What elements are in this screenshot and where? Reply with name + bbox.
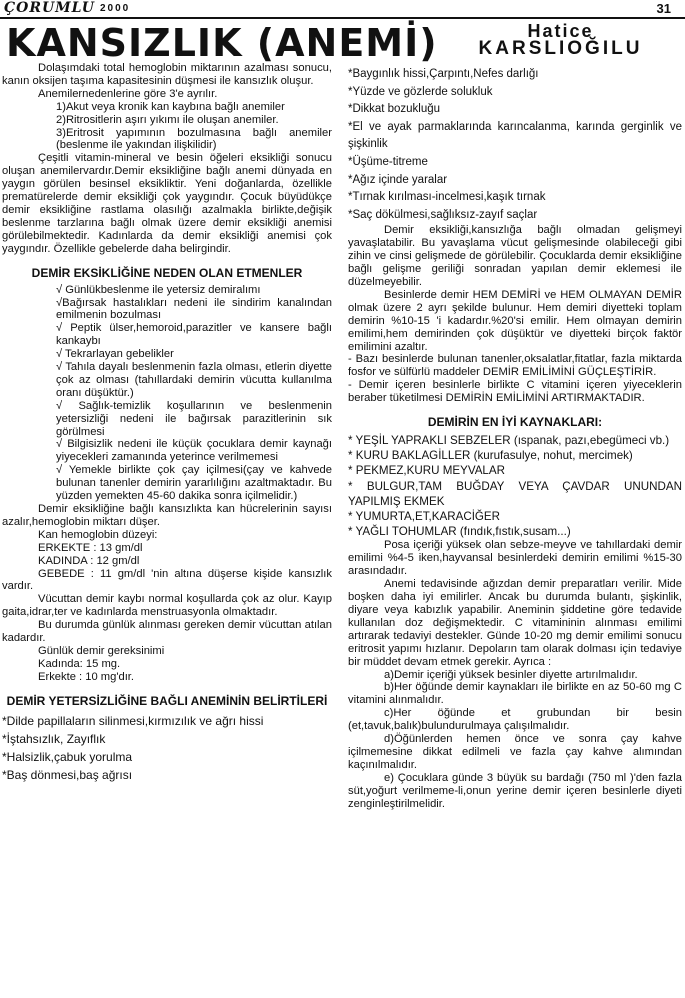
paragraph: c)Her öğünde et grubundan bir besin (et,tavuk,balık)bulundurulmaya çalışılmalıdır. [348, 707, 682, 733]
paragraph: ERKEKTE : 13 gm/dl [38, 541, 143, 554]
paragraph: √ Günlükbeslenme ile yetersiz demiralımı [56, 283, 261, 296]
paragraph: *Dilde papillaların silinmesi,kırmızılık ve ağrı hissi [2, 713, 264, 728]
article-title: KANSIZLIK (ANEMİ) [6, 21, 438, 65]
paragraph: Besinlerde demir HEM DEMİRİ ve HEM OLMAYAN DEMİR olmak üzere 2 ayrı şekilde bulunur. Hem demiri diyetteki toplam demirin %10-15 'i kadardır.%20'si emilir. Hem olmayan demirin emilimi,hem demirinden çok düşüktür ve diyetteki birçok faktör emilimini azaltır. [348, 288, 682, 353]
paragraph: √ Peptik ülser,hemoroid,parazitler ve kansere bağlı kankaybı [56, 322, 332, 348]
paragraph: * PEKMEZ,KURU MEYVALAR [348, 464, 505, 478]
paragraph: *Saç dökülmesi,sağlıksız-zayıf saçlar [348, 208, 538, 221]
paragraph: √ Yemekle birlikte çok çay içilmesi(çay ve kahvede bulunan tanenler demirin yararlılığını azaltmaktadır. Bu yüzden yemekten 45-60 dakika sonra içilmelidir.) [56, 464, 332, 503]
paragraph: *Halsizlik,çabuk yorulma [2, 749, 133, 764]
paragraph: Anemi tedavisinde ağızdan demir preparatları verilir. Mide boşken daha iyi emilirler. Ancak bu durumda bulantı, şişkinlik, diyare veya kabızlık yapabilir. Aneminin şiddetine göre tedavide kullanılan doz değişmektedir. C vitamininin alınması emilimi artırarak tedaviyi destekler. Günde 10-20 mg demir emilimi sonucu eritrosit yapımı hızlanır. Depoların tam olarak dolması için tedaviye bir müddet devam etmek gerekir. Ayrıca : [348, 578, 682, 668]
paragraph: *Yüzde ve gözlerde solukluk [348, 85, 493, 98]
page-number: 31 [656, 1, 671, 16]
paragraph: a)Demir içeriği yüksek besinler diyette artırılmalıdır. [384, 668, 638, 681]
paragraph: Kan hemoglobin düzeyi: [38, 528, 158, 541]
author-last-name: KARSLIOĞILU [478, 38, 643, 59]
paragraph: √ Tahıla dayalı beslenmenin fazla olması, etlerin diyette çok az olması (tahıllardaki demirin vücutta kullanılma oranı düşüktür.) [56, 361, 332, 399]
paragraph: √ Bilgisizlik nedeni ile küçük çocuklara demir kaynağı yiyecekleri zamanında yeterince verilmemesi [56, 438, 332, 464]
paragraph: *Dikkat bozukluğu [348, 103, 441, 116]
paragraph: Posa içeriği yüksek olan sebze-meyve ve tahıllardaki demir emilimi %4-5 iken,hayvansal besinlerdeki demirin emilimi %15-30 arasındadır. [348, 539, 682, 578]
right-column [348, 66, 682, 810]
author-first-name: Hatice [527, 21, 594, 41]
paragraph: √ Sağlık-temizlik koşullarının ve beslenmenin yetersizliği nedeni ile bağırsak parazitlerinin sık görülmesi [56, 399, 332, 438]
paragraph: √Bağırsak hastalıkları nedeni ile sindirim kanalından emilmenin bozulması [56, 296, 332, 322]
paragraph: - Demir içeren besinlerle birlikte C vitamini içeren yiyeceklerin beraber tüketilmesi DEMİRİN EMİLİMİNİ ARTIRMAKTADIR. [348, 379, 682, 405]
page-header [0, 0, 685, 18]
paragraph: Demir eksikliğine bağlı kansızlıkta kan hücrelerinin sayısı azalır,hemoglobin miktarı düşer. [2, 503, 332, 528]
paragraph: *El ve ayak parmaklarında karıncalanma, karında gerginlik ve şişkinlik [348, 120, 682, 151]
paragraph: Demir eksikliği,kansızlığa bağlı olmadan gelişmeyi yavaşlatabilir. Bu yavaşlama vücut gelişmesinde olabileceği gibi zihin ve cinsi gelişmede de görülebilir. Çocuklarda demir eksikliğine bağlı gelişme geriliği sonradan yapılan demir eklemesi ile düzelmeyebilir. [348, 224, 682, 288]
header-year: 2000 [100, 3, 131, 14]
author-block [438, 22, 683, 58]
paragraph: *Baş dönmesi,baş ağrısı [2, 767, 133, 782]
paragraph: 2)Ritrositlerin aşırı yıkımı ile oluşan anemiler. [56, 113, 279, 126]
paragraph: * YAĞLI TOHUMLAR (fındık,fıstık,susam...) [348, 525, 571, 539]
paragraph: *Ağız içinde yaralar [348, 173, 448, 186]
paragraph: Çeşitli vitamin-mineral ve besin öğeleri eksikliği sonucu oluşan anemilervardır.Demir eksikliğine bağlı anemi dünyada en yaygın görülen besinsel eksikliktir. Yeni doğanlarda, özellikle prematürelerde demir eksikliği çok yaygındır. Çocuk büyüdükçe demir eksikliğine rastlama olasılığı azalmakla birlikte,değişik beslenme tarzlarına bağlı olmak üzere demir eksikliği anemisi görülebilmektedir. Kadınlarda da demir eksikliği anemisi çok yaygındır. Özellikle gebelerde daha belirgindir. [2, 152, 332, 255]
paragraph: Vücuttan demir kaybı normal koşullarda çok az olur. Kayıp gaita,idrar,ter ve kadınlarda menstruasyonla olmaktadır. [2, 593, 332, 619]
paragraph: * YUMURTA,ET,KARACİĞER [348, 510, 501, 524]
paragraph: KADINDA : 12 gm/dl [38, 554, 140, 567]
paragraph: GEBEDE : 11 gm/dl 'nin altına düşerse kişide kansızlık vardır. [2, 567, 332, 593]
paragraph: Erkekte : 10 mg'dır. [38, 670, 135, 683]
paragraph: *Baygınlık hissi,Çarpıntı,Nefes darlığı [348, 68, 539, 80]
paragraph: * KURU BAKLAGİLLER (kurufasulye, nohut, mercimek) [348, 449, 633, 463]
paragraph: Dolaşımdaki total hemoglobin miktarının azalması sonucu, kanın oksijen taşıma kapasitesinin düşmesi ile kansızlık oluşur. [2, 62, 332, 87]
paragraph: Bu durumda günlük alınması gereken demir vücuttan atılan kadardır. [2, 619, 332, 645]
paragraph: d)Öğünlerden hemen önce ve sonra çay kahve içilmemesine dikkat edilmeli ve fazla çay kahve alımından kaçınılmalıdır. [348, 733, 682, 771]
paragraph: *Üşüme-titreme [348, 155, 428, 168]
section-heading: DEMİR EKSİKLİĞİNE NEDEN OLAN ETMENLER [31, 265, 303, 280]
paragraph: - Bazı besinlerde bulunan tanenler,oksalatlar,fitatlar, fazla miktarda fosfor ve sülfürlü maddeler DEMİR EMİLİMİNİ GÜÇLEŞTİRİR. [348, 353, 682, 379]
paragraph: *Tırnak kırılması-incelmesi,kaşık tırnak [348, 191, 546, 204]
paragraph: e) Çocuklara günde 3 büyük su bardağı (750 ml )'den fazla süt,yoğurt verilmeme-li,onun yerine demir içeren besinlerle diyeti zenginleştirilmelidir. [348, 771, 682, 810]
paragraph: *İştahsızlık, Zayıflık [2, 731, 106, 746]
paragraph: 3)Eritrosit yapımının bozulmasına bağlı anemiler (beslenme ile yakından ilişkilidir) [56, 126, 332, 152]
paragraph: * BULGUR,TAM BUĞDAY VEYA ÇAVDAR UNUNDAN YAPILMIŞ EKMEK [348, 479, 682, 508]
section-heading: DEMİRİN EN İYİ KAYNAKLARI: [427, 415, 603, 430]
newspaper-logo: ÇORUMLU [4, 0, 95, 16]
paragraph: Anemilernedenlerine göre 3'e ayrılır. [38, 87, 218, 100]
paragraph: * YEŞİL YAPRAKLI SEBZELER (ıspanak, pazı,ebegümeci vb.) [348, 434, 670, 448]
header-rule [0, 17, 685, 19]
section-heading: DEMİR YETERSİZLİĞİNE BAĞLI ANEMİNİN BELİRTİLERİ [6, 693, 328, 708]
paragraph: Günlük demir gereksinimi [38, 644, 165, 657]
paragraph: √ Tekrarlayan gebelikler [56, 348, 174, 361]
paragraph: b)Her öğünde demir kaynakları ile birlikte en az 50-60 mg C vitamini alınmalıdır. [348, 681, 682, 707]
paragraph: Kadında: 15 mg. [38, 657, 121, 670]
paragraph: 1)Akut veya kronik kan kaybına bağlı anemiler [56, 100, 285, 113]
left-column [2, 62, 332, 784]
